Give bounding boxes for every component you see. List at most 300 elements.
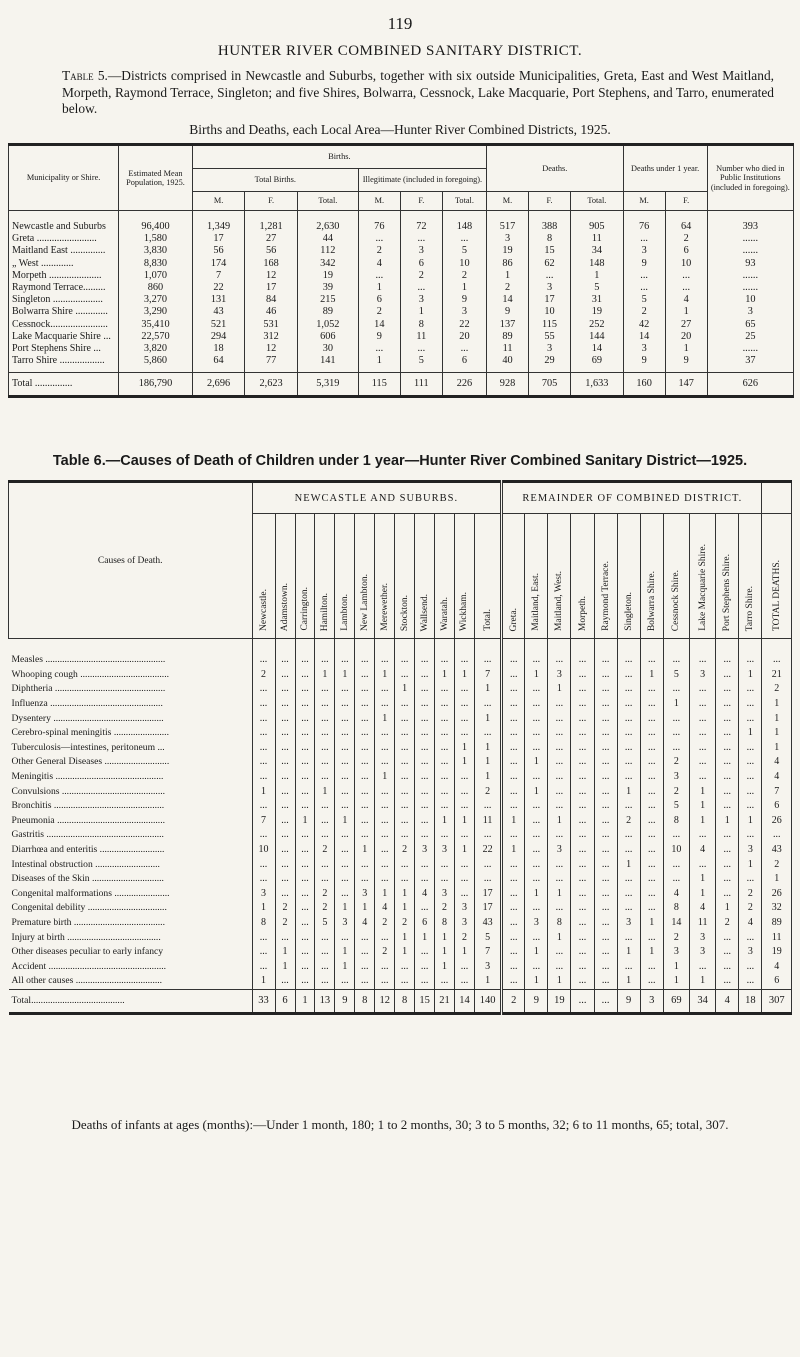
table-cell: ... [415,639,435,668]
table-cell: ... [252,828,275,843]
table-cell: 3 [529,343,571,355]
table-cell: 1,070 [119,270,193,282]
t6-header-causes: Causes of Death. [9,482,253,639]
table-cell: ... [415,974,435,989]
table-cell: 5 [623,294,665,306]
table-cell: 2 [315,887,335,902]
table-cell: 34 [571,245,624,257]
table-cell: 531 [245,319,298,331]
table-cell: ... [355,755,375,770]
table-row [9,639,792,668]
table-cell: 55 [529,331,571,343]
table-cell: 14 [358,319,400,331]
table-cell: 3 [442,306,486,318]
table-cell: 1 [315,784,335,799]
table-cell: ... [455,639,475,668]
table-cell: 1 [525,887,548,902]
table-cell: 7 [252,814,275,829]
table-cell: ... [594,784,617,799]
table-cell: 43 [474,916,501,931]
table-cell: ... [571,843,594,858]
table-cell: 3 [435,843,455,858]
column-header [690,514,716,639]
table-cell: 20 [665,331,707,343]
table-cell: ... [295,872,315,887]
table-cell: 10 [665,258,707,270]
table-cell: 3 [690,945,716,960]
table-cell: 1,580 [119,233,193,245]
total-cell: 69 [663,989,689,1013]
table-cell: ... [355,828,375,843]
table-cell: ... [355,974,375,989]
total-cell: 111 [400,373,442,397]
table-cell: 2 [739,901,762,916]
table5-body [9,211,794,373]
table-cell: ... [295,828,315,843]
table-row [9,233,794,245]
cause-name: Convulsions ........................................... [9,784,253,799]
table-cell: ... [252,799,275,814]
table-cell: ... [395,857,415,872]
table-cell: 7 [474,668,501,683]
table-cell: ... [400,343,442,355]
table-cell: ... [716,668,739,683]
table-cell: ... [455,784,475,799]
column-header-label: Cessnock Shire. [671,569,682,631]
table-row [9,306,794,318]
table-cell: ... [415,741,435,756]
cause-name: Diphtheria .............................................. [9,682,253,697]
table-cell: 2 [762,857,792,872]
table-cell: ... [571,697,594,712]
table-cell: 4 [739,916,762,931]
cause-name: Diseases of the Skin .............................. [9,872,253,887]
table-cell: ... [295,916,315,931]
table-cell: 860 [119,282,193,294]
total-cell: 2,696 [192,373,245,397]
table-cell: 3 [529,282,571,294]
table-cell: 1 [474,711,501,726]
total-cell: 115 [358,373,400,397]
table-cell: ... [739,872,762,887]
table-cell: ... [502,959,525,974]
table-cell: ... [663,857,689,872]
total-cell: 18 [739,989,762,1013]
table-cell: ... [502,857,525,872]
table-cell: 3 [548,668,571,683]
table-cell: ... [395,711,415,726]
table-cell: ... [474,857,501,872]
table-cell: ... [617,668,640,683]
table-cell: 10 [252,843,275,858]
cause-name: Meningitis ............................................. [9,770,253,785]
table-cell: 3 [487,233,529,245]
table-cell: 9 [487,306,529,318]
table-cell: ... [315,770,335,785]
cause-name: Accident ................................................. [9,959,253,974]
column-header-label: Merewether. [379,583,390,631]
column-header-label: Wallsend. [419,593,430,631]
table-cell: ... [762,828,792,843]
table-cell: ... [355,741,375,756]
table-cell: 2 [663,784,689,799]
table-cell: ... [275,755,295,770]
table-cell: ... [358,233,400,245]
table-cell: 89 [487,331,529,343]
table-cell: ... [435,682,455,697]
table-cell: ... [252,755,275,770]
table-cell: 312 [245,331,298,343]
table5-total-row [9,373,794,397]
table-cell: 2 [487,282,529,294]
table-cell: ... [275,857,295,872]
cause-name: All other causes .................................... [9,974,253,989]
table-cell: ... [252,930,275,945]
table-row [9,726,792,741]
table-cell: ... [315,828,335,843]
table-cell: ... [375,799,395,814]
table-cell: 12 [245,270,298,282]
table-cell: ... [594,697,617,712]
table-cell: ... [617,682,640,697]
table-cell: ... [395,828,415,843]
table-cell: ... [640,814,663,829]
table-cell: ... [690,770,716,785]
area-name: Port Stephens Shire ... [9,343,119,355]
table-cell: 3 [663,770,689,785]
table-cell: ... [594,887,617,902]
table-cell: 4 [375,901,395,916]
table-cell: 11 [762,930,792,945]
table-cell: 46 [245,306,298,318]
column-header-label: New Lambton. [359,574,370,631]
table-cell: ... [617,755,640,770]
table-cell: ... [275,639,295,668]
table-cell: ... [594,755,617,770]
total-cell: 34 [690,989,716,1013]
column-header [617,514,640,639]
table-cell: 148 [571,258,624,270]
total-cell: 1,633 [571,373,624,397]
table-cell: 1 [355,843,375,858]
table-cell: ... [474,828,501,843]
table-cell: ... [762,639,792,668]
table-cell: ... [690,755,716,770]
table-cell: 1 [455,755,475,770]
table-cell: ... [315,930,335,945]
table-cell: 31 [571,294,624,306]
table-cell: 1 [474,770,501,785]
table-cell: ... [295,930,315,945]
table-cell: ... [315,872,335,887]
table-cell: 2 [665,233,707,245]
total-cell: ... [594,989,617,1013]
cause-name: Diarrhœa and enteritis ........................... [9,843,253,858]
table-cell: 1 [739,668,762,683]
table-cell: 89 [762,916,792,931]
table-cell: ... [502,901,525,916]
table-cell: ... [315,639,335,668]
table-cell: ... [690,711,716,726]
table-cell: 3,820 [119,343,193,355]
table-cell: ... [275,828,295,843]
table-cell: 4 [415,887,435,902]
table-cell: ... [375,639,395,668]
table-cell: ... [435,697,455,712]
table-cell: 3 [623,343,665,355]
table-cell: 1 [762,741,792,756]
table-cell: ... [716,697,739,712]
table-cell: 1 [455,843,475,858]
table-cell: ... [375,726,395,741]
total-cell: 307 [762,989,792,1013]
table-cell: ... [355,711,375,726]
table-cell: ... [502,726,525,741]
table-cell: 2 [442,270,486,282]
table-cell: 84 [245,294,298,306]
table-cell: ... [355,639,375,668]
table-cell: ... [375,784,395,799]
t5-header-f: F. [665,192,707,211]
table-cell: 17 [192,233,245,245]
total-label: Total....................................... [9,989,253,1013]
table-cell: 6 [415,916,435,931]
total-cell: 8 [395,989,415,1013]
table-cell: ... [739,959,762,974]
table-cell: ... [617,741,640,756]
table-cell: ... [716,726,739,741]
table-cell: ... [502,930,525,945]
table-cell: ... [415,799,435,814]
total-cell: 13 [315,989,335,1013]
table-cell: 1 [617,974,640,989]
table-cell: ... [502,828,525,843]
total-cell: 2 [502,989,525,1013]
table-cell: 19 [762,945,792,960]
column-header [548,514,571,639]
table-cell: ... [455,974,475,989]
table-cell: 1 [335,814,355,829]
table-row [9,770,792,785]
table-row [9,945,792,960]
table-cell: ... [525,828,548,843]
table-cell: 1 [400,306,442,318]
cause-name: Dysentery .............................................. [9,711,253,726]
table-cell: ... [435,784,455,799]
table-cell: 3 [252,887,275,902]
table-cell: 9 [623,355,665,373]
area-name: Lake Macquarie Shire ... [9,331,119,343]
table-cell: 1 [335,668,355,683]
t5-header-total: Total. [571,192,624,211]
table-cell: ...... [707,343,793,355]
table-cell: 1 [252,974,275,989]
table-row [9,872,792,887]
table-cell: ... [455,726,475,741]
table-cell: 1 [474,974,501,989]
table-cell: ... [525,959,548,974]
table-cell: ... [275,887,295,902]
table-cell: ... [594,930,617,945]
table-cell: ... [395,668,415,683]
table-cell: ... [690,828,716,843]
table-cell: 1,349 [192,211,245,234]
table-cell: 17 [474,901,501,916]
table-cell: 6 [400,258,442,270]
table-cell: 2 [395,843,415,858]
table-cell: ... [594,828,617,843]
table-cell: ... [525,682,548,697]
table-cell: ... [375,843,395,858]
table-cell: ... [355,770,375,785]
table-cell: ... [525,711,548,726]
total-cell: 147 [665,373,707,397]
table-cell: 17 [474,887,501,902]
table-cell: 1 [395,945,415,960]
table-cell: ... [594,843,617,858]
table-cell: 1 [335,945,355,960]
total-cell: 140 [474,989,501,1013]
table-cell: ... [571,828,594,843]
table-cell: 1 [455,945,475,960]
table-cell: ... [548,741,571,756]
table-cell: 388 [529,211,571,234]
table-cell: ... [275,930,295,945]
area-name: Maitland East .............. [9,245,119,257]
table-cell: ... [252,959,275,974]
table-cell: 1 [690,799,716,814]
table-cell: ... [355,799,375,814]
total-cell: 9 [525,989,548,1013]
table-cell: ... [502,872,525,887]
area-name: „ West ............. [9,258,119,270]
total-cell: 9 [335,989,355,1013]
table-row [9,741,792,756]
table-row [9,355,794,373]
table-cell: 65 [707,319,793,331]
table-cell: ... [455,770,475,785]
table-cell: 2 [455,930,475,945]
table-cell: 56 [192,245,245,257]
table-cell: ... [315,741,335,756]
table-cell: 14 [487,294,529,306]
cause-name: Influenza ............................................... [9,697,253,712]
table-cell: ... [335,887,355,902]
table-cell: 1 [375,711,395,726]
table-cell: ... [502,784,525,799]
table-cell: ... [663,726,689,741]
table-cell: ... [640,697,663,712]
table-cell: 1 [335,901,355,916]
cause-name: Other General Diseases ........................... [9,755,253,770]
table-cell: ... [395,959,415,974]
table-cell: 1 [548,814,571,829]
table-cell: ... [335,711,355,726]
table-cell: 1 [252,784,275,799]
table-cell: ... [594,711,617,726]
table-cell: ... [548,697,571,712]
table-cell: ... [275,974,295,989]
table-cell: ... [335,828,355,843]
table-cell: 19 [297,270,358,282]
cause-name: Injury at birth ....................................... [9,930,253,945]
table-cell: 215 [297,294,358,306]
table-cell: ... [295,784,315,799]
table-cell: ... [295,974,315,989]
column-header [474,514,501,639]
table-cell: ... [640,872,663,887]
table-cell: ... [617,887,640,902]
cause-name: Whooping cough ..................................... [9,668,253,683]
table-cell: ... [690,959,716,974]
table-cell: ... [415,872,435,887]
table-cell: ... [252,945,275,960]
table-cell: ... [594,668,617,683]
table-cell: 8 [400,319,442,331]
table-cell: ... [252,639,275,668]
table-cell: ... [355,945,375,960]
table-cell: ... [502,682,525,697]
table-cell: ... [716,857,739,872]
table-cell: 342 [297,258,358,270]
table-cell: ... [295,668,315,683]
table-cell: ... [716,959,739,974]
table-cell: 1 [435,668,455,683]
table-cell: ... [594,872,617,887]
table-cell: 1 [455,668,475,683]
total-cell: 186,790 [119,373,193,397]
table-cell: ... [415,814,435,829]
table-cell: ... [665,282,707,294]
table-cell: 22 [192,282,245,294]
t5-header-institutions: Number who died in Public Institutions (included in foregoing). [707,145,793,211]
table-cell: ... [295,901,315,916]
table-cell: ... [663,872,689,887]
table-cell: 115 [529,319,571,331]
footnote-infant-ages: Deaths of infants at ages (months):—Under 1 month, 180; 1 to 2 months, 30; 3 to 5 months, 32; 6 to 11 months, 65; total, 307. [71,1117,729,1132]
table-cell: 19 [571,306,624,318]
table-cell: 1 [762,697,792,712]
table-cell: 15 [529,245,571,257]
table-cell: ... [335,682,355,697]
table-cell: 1 [548,974,571,989]
table-cell: 3 [355,887,375,902]
table-cell: ... [355,872,375,887]
table-cell: ... [435,726,455,741]
table-cell: 1 [690,887,716,902]
table-cell: ... [474,799,501,814]
t5-header-deaths-under-1: Deaths under 1 year. [623,145,707,192]
table-cell: 1 [435,945,455,960]
table-cell: 3 [663,945,689,960]
table-cell: 3 [435,887,455,902]
table-cell: ... [455,682,475,697]
column-header-label: Raymond Terrace. [600,561,611,631]
table-cell: 1 [435,930,455,945]
table-cell: 10 [663,843,689,858]
table-cell: ... [571,930,594,945]
table-row [9,319,794,331]
table-cell: ... [548,711,571,726]
table-cell: 22 [474,843,501,858]
table-cell: 1 [571,270,624,282]
table-row [9,331,794,343]
table-cell: 26 [762,814,792,829]
table-cell: ... [395,755,415,770]
table-cell: 9 [358,331,400,343]
table-cell: 393 [707,211,793,234]
table-cell: ... [455,828,475,843]
